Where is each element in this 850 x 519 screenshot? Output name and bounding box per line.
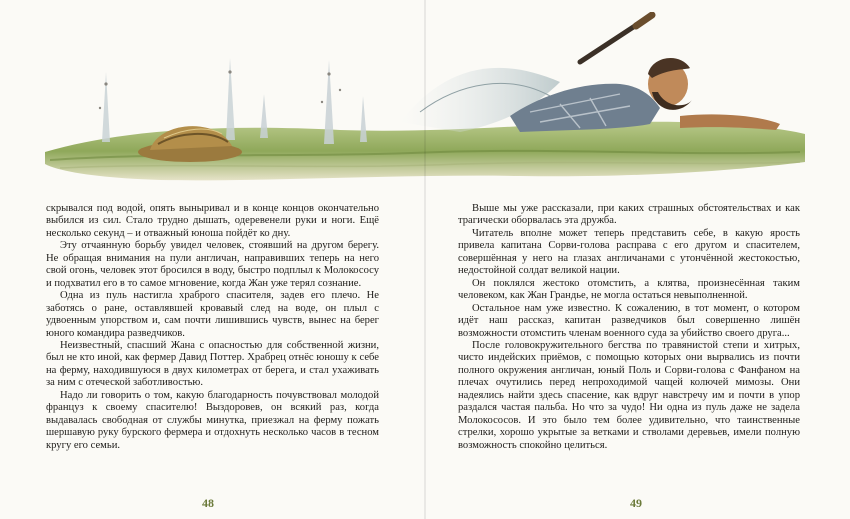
paragraph: Эту отчаянную борьбу увидел человек, стоявший на другом берегу. Не обращая внимания на пули англичан, направивших теперь на него свой огонь, человек этот бросился в воду, быстро подплыл к Молокососу и подхватил его в то самое мгновение, когда Жан уже терял сознание. bbox=[46, 240, 379, 289]
paragraph: После головокружительного бегства по травянистой степи и хитрых, чисто индейских приёмов, с помощью которых они вырвались из почти полного окружения англичан, юный Поль и Сорви-голова с Фанфаном на плечах очутились перед непроходимой чащей колючей мимозы. Они надеялись найти здесь спасение, как вдруг навстречу им и почти в упор раздался частая пальба. Но что за чудо! Ни одна из пуль даже не задела Молокососов. И это было тем более удивительно, что таинственные стрелки, хорошо укрытые за ветками и стволами деревьев, имели полную возможность спокойно целиться. bbox=[458, 339, 800, 451]
paragraph: скрывался под водой, опять выныривал и в конце концов окончательно выбился из сил. Стало трудно дышать, одеревенели руки и ноги. Ещё несколько секунд – и отважный юноша пойдёт ко дну. bbox=[46, 203, 379, 239]
paragraph: Остальное нам уже известно. К сожалению, в тот момент, о котором идёт наш рассказ, капитан разведчиков был совершенно лишён возможности отомстить членам военного суда за убийство своего друга... bbox=[458, 302, 800, 339]
left-page-text bbox=[46, 203, 379, 452]
paragraph: Одна из пуль настигла храброго спасителя, задев его плечо. Не заботясь о ране, оставлявшей кровавый след на воде, он плыл с удвоенным упорством и, сам почти лишившись чувств, вынес на берег юного командира разведчиков. bbox=[46, 290, 379, 339]
right-page-text bbox=[458, 203, 800, 452]
paragraph: Надо ли говорить о том, какую благодарность почувствовал молодой француз к своему спасителю! Выздоровев, он всякий раз, когда выдавалась свободная от службы минутка, приезжал на ферму пожать шершавую руку бурского фермера и отдохнуть несколько часов в тесном кругу его семьи. bbox=[46, 389, 379, 451]
paragraph: Читатель вполне может теперь представить себе, в какую ярость привела капитана Сорви-голова расправа с его другом и спасителем, совершённая у него на глазах англичанами с утончённой жестокостью, недостойной солдат великой нации. bbox=[458, 227, 800, 277]
page-number-right: 49 bbox=[630, 496, 642, 510]
paragraph: Он поклялся жестоко отомстить, а клятва, произнесённая таким человеком, как Жан Грандье, не могла остаться невыполненной. bbox=[458, 277, 800, 302]
paragraph: Выше мы уже рассказали, при каких страшных обстоятельствах и как трагически оборвалась эта дружба. bbox=[458, 203, 800, 227]
page-number-left: 48 bbox=[202, 496, 214, 510]
page-gutter bbox=[424, 0, 426, 519]
paragraph: Неизвестный, спасший Жана с опасностью для собственной жизни, был не кто иной, как фермер Давид Поттер. Храбрец отнёс юношу к себе на ферму, находившуюся в двух километрах от берега, и стал ухаживать за ним с отеческой заботливостью. bbox=[46, 339, 379, 389]
